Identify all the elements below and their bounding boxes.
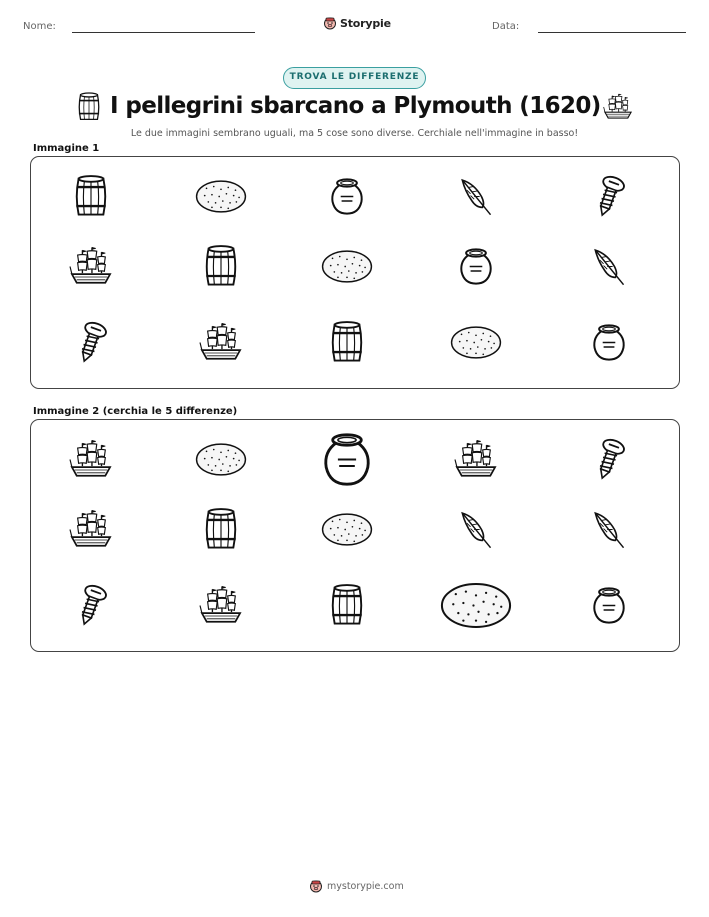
date-label: Data: <box>492 21 520 32</box>
screw-icon[interactable] <box>591 437 627 488</box>
feather-icon <box>457 177 495 222</box>
bread-icon <box>319 248 375 291</box>
instructions: Le due immagini sembrano uguali, ma 5 cose sono diverse. Cerchiale nell'immagine in basso! <box>130 128 579 139</box>
ship-icon <box>199 322 243 369</box>
pot-icon[interactable] <box>591 585 627 632</box>
image2-panel[interactable] <box>30 419 680 652</box>
image2-label: Immagine 2 (cerchia le 5 differenze) <box>33 406 238 417</box>
barrel-icon <box>76 92 106 122</box>
barrel-icon[interactable] <box>328 583 366 634</box>
storypie-logo <box>323 15 391 31</box>
bread-icon <box>193 178 249 221</box>
bread-icon <box>448 324 504 367</box>
name-line[interactable] <box>72 32 255 33</box>
date-line[interactable] <box>538 32 686 33</box>
page-title: I pellegrini sbarcano a Plymouth (1620) <box>110 93 601 119</box>
ship-icon[interactable] <box>69 509 113 556</box>
pig-mascot-icon <box>309 879 323 893</box>
bread-icon[interactable] <box>193 441 249 484</box>
footer-url[interactable]: mystorypie.com <box>327 880 404 892</box>
barrel-icon <box>202 244 240 295</box>
feather-icon[interactable] <box>457 510 495 555</box>
pot-icon[interactable] <box>321 429 373 495</box>
ship-icon <box>69 246 113 293</box>
barrel-icon <box>328 320 366 371</box>
bread-icon[interactable] <box>437 579 515 637</box>
footer <box>309 879 404 893</box>
ship-icon[interactable] <box>199 585 243 632</box>
barrel-icon[interactable] <box>202 507 240 558</box>
activity-badge: TROVA LE DIFFERENZE <box>283 67 426 89</box>
pot-icon <box>458 246 494 293</box>
ship-icon[interactable] <box>454 439 498 486</box>
ship-icon <box>603 92 633 122</box>
ship-icon[interactable] <box>69 439 113 486</box>
feather-icon <box>590 247 628 292</box>
feather-icon[interactable] <box>590 510 628 555</box>
bread-icon[interactable] <box>319 511 375 554</box>
screw-icon[interactable] <box>73 583 109 634</box>
pot-icon <box>591 322 627 369</box>
pot-icon <box>329 176 365 223</box>
pig-mascot-icon <box>323 16 337 30</box>
brand-name: Storypie <box>340 16 391 30</box>
screw-icon <box>591 174 627 225</box>
image1-label: Immagine 1 <box>33 143 100 154</box>
name-label: Nome: <box>23 21 56 32</box>
barrel-icon <box>72 174 110 225</box>
screw-icon <box>73 320 109 371</box>
image1-panel <box>30 156 680 389</box>
